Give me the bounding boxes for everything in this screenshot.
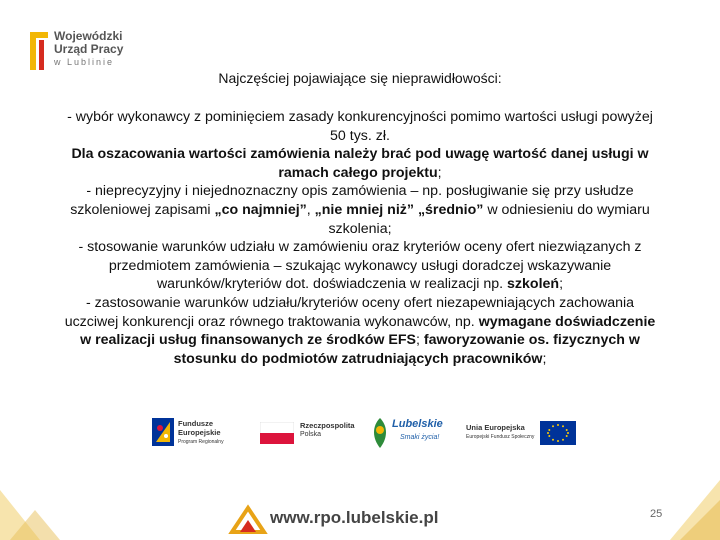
paragraph-5-start: - zastosowanie warunków udziału/kryteriów oceny ofert niezapewniających zachowania uczciwej konkurencji oraz równego traktowania wykonawców, np.	[64, 294, 635, 330]
funding-logos-bar	[152, 412, 576, 454]
fe-line-2: Europejskie	[178, 428, 221, 437]
slide-title: Najczęściej pojawiające się nieprawidłowości:	[218, 70, 502, 86]
logo-line-3: w Lublinie	[54, 57, 115, 67]
fe-line-3: Program Regionalny	[178, 439, 224, 445]
corner-decoration-left	[0, 480, 70, 540]
phrase-srednio: „średnio”	[417, 201, 484, 218]
paragraph-2-end: ;	[437, 164, 442, 181]
lubelskie-slogan: Smaki życia!	[400, 434, 440, 441]
paragraph-4-end: ;	[559, 276, 564, 293]
paragraph-3-start: - nieprecyzyjny i niejednoznaczny opis zamówienia – np. posługiwanie się przy usłudze szkoleniowej zapisami	[70, 183, 634, 218]
logo-line-1: Wojewódzki	[54, 29, 123, 43]
paragraph-3	[58, 182, 662, 238]
footer-url-link[interactable]: www.rpo.lubelskie.pl	[270, 508, 439, 527]
lubelskie-name: Lubelskie	[392, 418, 443, 430]
unia-europejska-logo	[466, 414, 576, 450]
footer-logo-mark-icon	[228, 504, 268, 536]
phrase-faworyzowanie: faworyzowanie os. fizycznych w stosunku do podmiotów zatrudniających pracowników	[173, 332, 640, 367]
wup-logo	[30, 28, 190, 76]
paragraph-2-bold: Dla oszacowania wartości zamówienia należy brać pod uwagę wartość danej usługi w ramach całego projektu	[71, 146, 649, 181]
rzeczpospolita-polska-logo	[258, 414, 358, 450]
lubelskie-mark-icon	[370, 418, 390, 448]
wup-logo-mark-icon	[30, 32, 48, 70]
paragraph-4-start: - stosowanie warunków udziału w zamówieniu oraz kryteriów oceny ofert niezwiązanych z przedmiotem zamówienia – szukając wykonawcy usługi doradczej wskazywanie warunków/kryteriów dot. doświadczenia w realizacji np.	[78, 239, 642, 293]
fundusze-europejskie-logo	[152, 414, 252, 450]
paragraph-1: - wybór wykonawcy z pominięciem zasady konkurencyjności pomimo wartości usługi powyżej 50 tys. zł.	[67, 109, 653, 144]
paragraph-5	[58, 294, 662, 368]
phrase-doswiadczenie-efs: wymagane doświadczenie w realizacji usług finansowanych ze środków EFS	[80, 313, 656, 349]
ue-line-2: Europejski Fundusz Społeczny	[466, 434, 535, 440]
page-number: 25	[650, 508, 663, 520]
polish-flag-icon	[260, 422, 294, 444]
fe-line-1: Fundusze	[178, 419, 213, 428]
paragraph-5-end: ;	[542, 350, 547, 367]
phrase-co-najmniej: „co najmniej”	[214, 201, 307, 218]
paragraph-4	[58, 238, 662, 294]
ue-line-1: Unia Europejska	[466, 423, 525, 432]
paragraph-5-sep: ;	[415, 332, 424, 349]
eu-flag-icon	[540, 421, 576, 445]
lubelskie-logo	[366, 412, 466, 452]
pl-line-1: Rzeczpospolita	[300, 421, 355, 430]
paragraph-3-end: w odniesieniu do wymiaru szkolenia;	[328, 201, 650, 237]
paragraph-3-sep-1: ,	[306, 201, 315, 218]
fe-stars-icon	[152, 418, 174, 446]
paragraph-2	[58, 145, 662, 182]
slide-content	[58, 108, 662, 368]
pl-line-2: Polska	[300, 431, 322, 438]
phrase-szkolen: szkoleń	[507, 276, 560, 293]
logo-line-2: Urząd Pracy	[54, 42, 124, 56]
phrase-nie-mniej-niz: „nie mniej niż”	[314, 201, 414, 218]
